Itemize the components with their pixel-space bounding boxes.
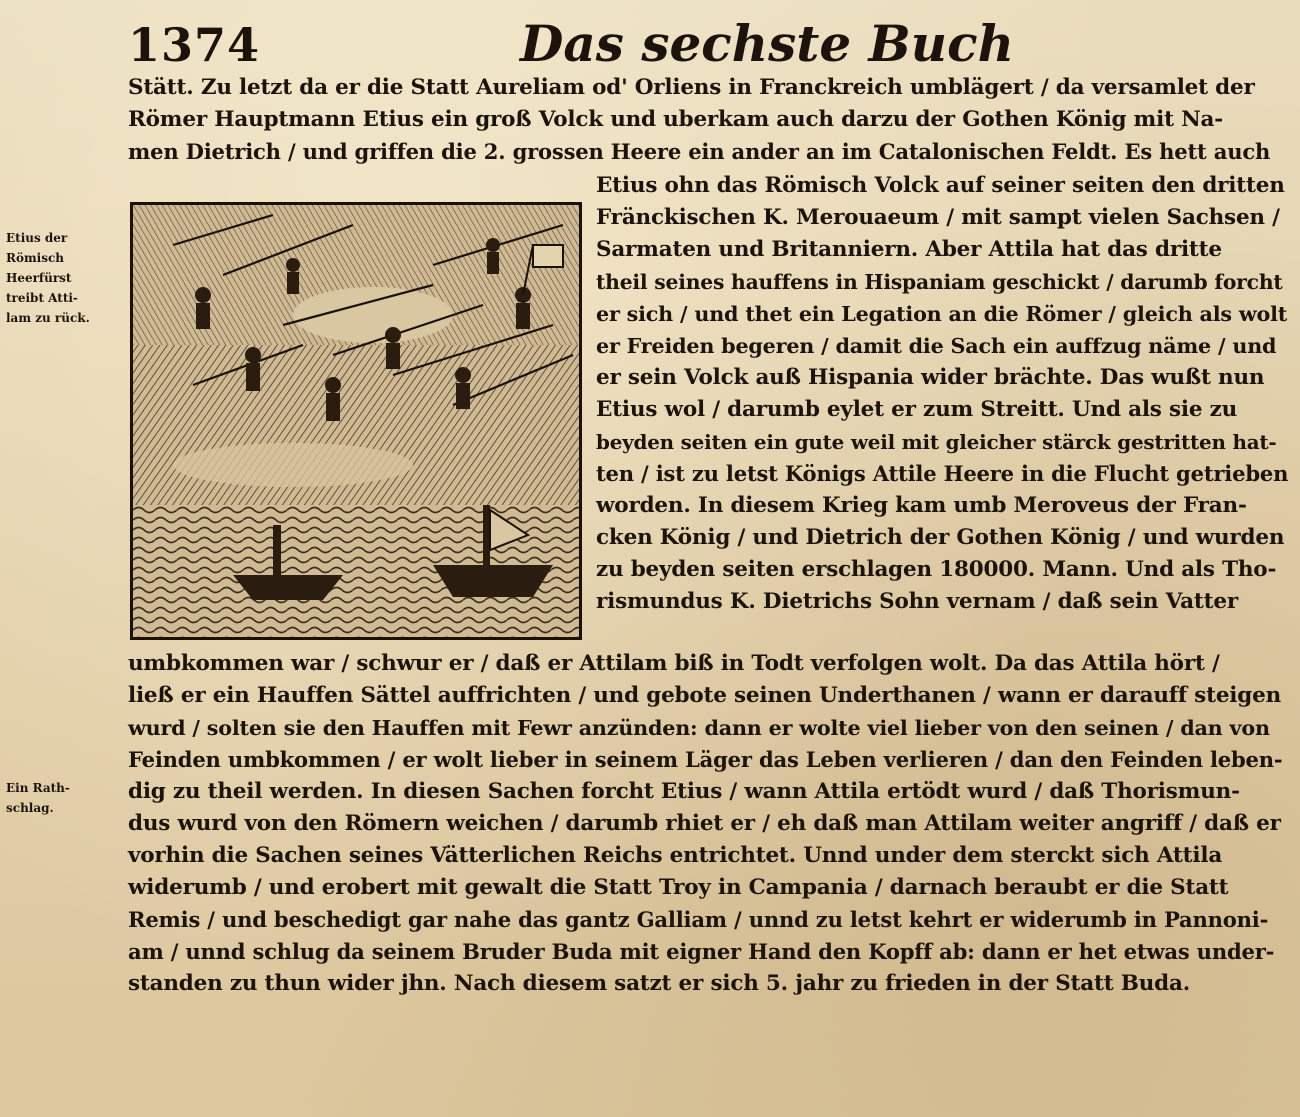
text-line: standen zu thun wider jhn. Nach diesem satzt er sich 5. jahr zu frieden in der Statt Buda. (128, 971, 1190, 996)
text-line: dus wurd von den Römern weichen / darumb rhiet er / eh daß man Attilam weiter angriff / daß er (128, 811, 1281, 836)
text-line: am / unnd schlug da seinem Bruder Buda mit eigner Hand den Kopff ab: dann er het etwas under- (128, 939, 1275, 964)
text-line: cken König / und Dietrich der Gothen König / und wurden (596, 525, 1285, 550)
text-line: zu beyden seiten erschlagen 180000. Mann. Und als Tho- (596, 557, 1277, 582)
text-line: Fränckischen K. Merouaeum / mit sampt vielen Sachsen / (596, 205, 1280, 230)
text-line: Römer Hauptmann Etius ein groß Volck und uberkam auch darzu der Gothen König mit Na- (128, 107, 1223, 132)
text-line: ten / ist zu letst Königs Attile Heere in die Flucht getrieben (596, 461, 1289, 486)
text-line: Sarmaten und Britanniern. Aber Attila hat das dritte (596, 237, 1222, 262)
text-line: Etius wol / darumb eylet er zum Streitt. Und als sie zu (596, 397, 1238, 422)
margin-note-etius: Etius der Römisch Heerfürst treibt Atti- lam zu rück. (6, 231, 90, 325)
text-line: rismundus K. Dietrichs Sohn vernam / daß sein Vatter (596, 589, 1238, 614)
text-line: vorhin die Sachen seines Vätterlichen Reichs entrichtet. Unnd under dem sterckt sich Attila (128, 843, 1223, 868)
text-line: beyden seiten ein gute weil mit gleicher stärck gestritten hat- (596, 430, 1277, 454)
page-number: 1374 (128, 18, 261, 72)
text-line: worden. In diesem Krieg kam umb Meroveus der Fran- (596, 493, 1247, 518)
text-line: Stätt. Zu letzt da er die Statt Aureliam od' Orliens in Franckreich umblägert / da versamlet der (128, 75, 1255, 100)
woodcut-illustration (130, 202, 582, 640)
text-line: dig zu theil werden. In diesen Sachen forcht Etius / wann Attila ertödt wurd / daß Thorismun- (128, 779, 1240, 804)
battle-scene-icon (133, 205, 579, 637)
text-line: widerumb / und erobert mit gewalt die Statt Troy in Campania / darnach beraubt er die Statt (128, 875, 1229, 900)
text-line: theil seines hauffens in Hispaniam geschickt / darumb forcht (596, 270, 1283, 294)
text-line: er sein Volck auß Hispania wider brächte. Das wußt nun (596, 365, 1265, 390)
margin-note-rathschlag: Ein Rath- schlag. (6, 781, 70, 815)
text-line: ließ er ein Hauffen Sättel auffrichten / und gebote seinen Underthanen / wann er darauff steigen (128, 683, 1282, 708)
running-head: Das sechste Buch (520, 14, 1014, 73)
text-line: er sich / und thet ein Legation an die Römer / gleich als wolt (596, 302, 1288, 326)
text-line: Remis / und beschedigt gar nahe das gantz Galliam / unnd zu letst kehrt er widerumb in Pannoni- (128, 907, 1269, 932)
text-line: Etius ohn das Römisch Volck auf seiner seiten den dritten (596, 173, 1285, 198)
text-line: Feinden umbkommen / er wolt lieber in seinem Läger das Leben verlieren / dan den Feinden leben- (128, 747, 1283, 772)
text-line: wurd / solten sie den Hauffen mit Fewr anzünden: dann er wolte viel lieber von den seinen / dan von (128, 716, 1270, 740)
text-line: er Freiden begeren / damit die Sach ein auffzug näme / und (596, 334, 1277, 358)
text-line: umbkommen war / schwur er / daß er Attilam biß in Todt verfolgen wolt. Da das Attila hört / (128, 651, 1220, 676)
text-line: men Dietrich / und griffen die 2. grossen Heere ein ander an im Catalonischen Feldt. Es hett auch (128, 139, 1271, 164)
